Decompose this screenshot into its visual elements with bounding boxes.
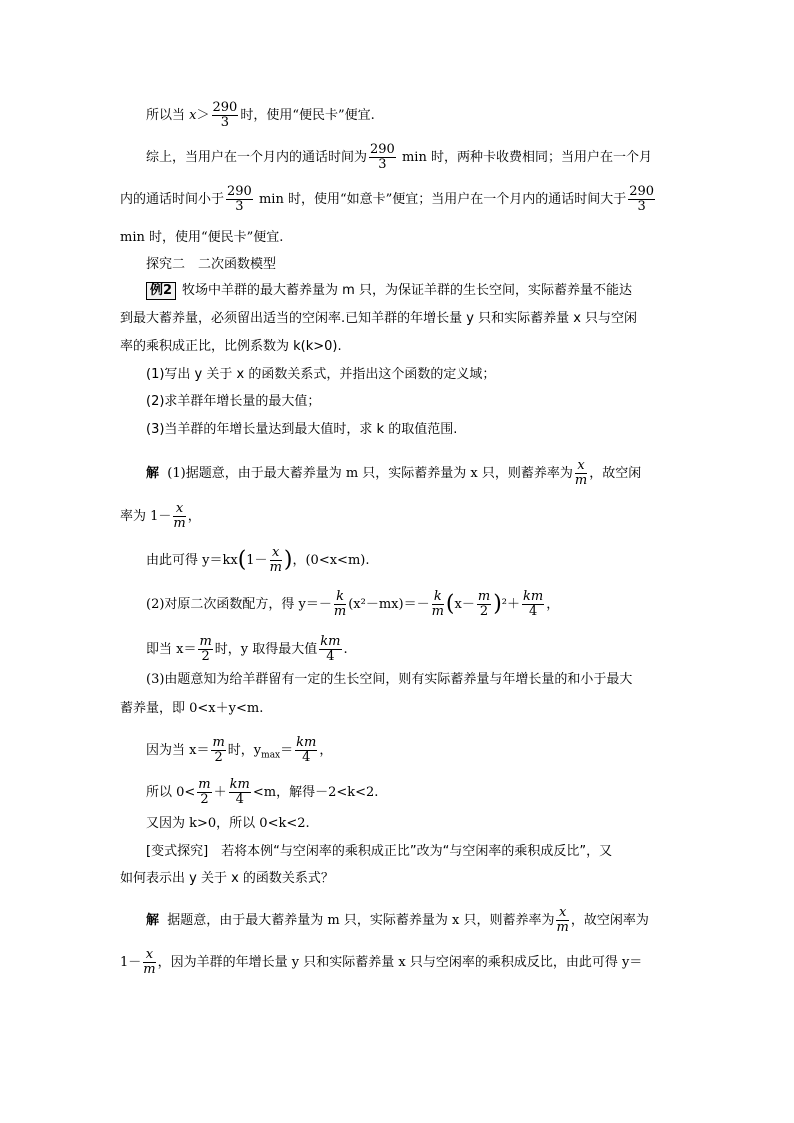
numerator: 290: [370, 142, 395, 157]
text: ，因为羊群的年增长量 y 只和实际蓄养量 x 只与空闲率的乘积成反比，由此可得 y＝: [157, 955, 643, 970]
numerator: x: [270, 546, 282, 561]
text: ＋: [213, 785, 227, 800]
text: .: [343, 642, 348, 657]
text: ，: [546, 597, 560, 612]
fraction: [173, 502, 185, 531]
text: ，故空闲率为: [570, 913, 649, 928]
fraction: [295, 736, 317, 765]
numerator: 290: [212, 100, 238, 115]
denominator: m: [333, 604, 347, 619]
text: 据题意，由于最大蓄养量为 m 只，实际蓄养量为 x 只，则蓄养率为: [167, 913, 555, 928]
variant-line-1: [146, 843, 612, 861]
text: (3)当羊群的年增长量达到最大值时，求 k 的取值范围.: [146, 422, 458, 437]
heading-text: 探究二 二次函数模型: [146, 257, 277, 272]
numerator: 290: [629, 184, 655, 199]
denominator: m: [173, 516, 186, 531]
subscript: max: [261, 750, 281, 761]
solution-line-1: [146, 459, 641, 488]
var-x: x: [189, 108, 197, 123]
numerator: m: [199, 634, 212, 649]
fraction: [628, 185, 655, 214]
numerator: m: [212, 735, 225, 750]
text: 时，y 取得最大值: [214, 642, 318, 657]
denominator: 4: [302, 750, 311, 765]
text: 即当 x＝: [146, 642, 197, 657]
text: 综上，当用户在一个月内的通话时间为: [146, 150, 368, 165]
text: ²＋: [501, 597, 520, 612]
text: min 时，使用“便民卡”便宜.: [120, 230, 284, 245]
numerator: km: [296, 735, 317, 750]
example-badge: 例2: [146, 282, 176, 300]
fraction: [522, 590, 544, 619]
numerator: x: [575, 459, 587, 474]
text: 如何表示出 y 关于 x 的函数关系式？: [120, 871, 334, 886]
denominator: m: [431, 604, 444, 619]
text: (2)对原二次函数配方，得 y＝－: [146, 597, 332, 612]
numerator: k: [334, 590, 346, 605]
text: 牧场中羊群的最大蓄养量为 m 只，为保证羊群的生长空间，实际蓄养量不能达: [182, 283, 632, 298]
fraction: [369, 143, 396, 172]
denominator: m: [269, 560, 282, 575]
numerator: km: [523, 589, 544, 604]
text: [变式探究] 若将本例“与空闲率的乘积成正比”改为“与空闲率的乘积成反比”，又: [146, 844, 613, 859]
solution-line-9: [146, 778, 378, 807]
denominator: 3: [637, 199, 646, 214]
question-3: [146, 421, 457, 439]
fraction: [477, 590, 491, 619]
denominator: 2: [479, 604, 489, 619]
example-line-2: [120, 310, 637, 328]
solution-label: 解: [146, 466, 160, 481]
denominator: 4: [528, 604, 538, 619]
fraction: [575, 459, 587, 488]
denominator: 2: [214, 750, 223, 765]
solution-line-5: [146, 635, 348, 664]
denominator: 2: [200, 792, 209, 807]
text-line-2: [146, 143, 652, 172]
denominator: 3: [220, 115, 230, 130]
text: ，(0<x<m).: [292, 553, 370, 568]
text-line-1: [146, 101, 375, 130]
text-line-4: [120, 229, 283, 247]
fraction: [556, 906, 568, 935]
text: 所以 0<: [146, 785, 196, 800]
text: ，故空闲: [589, 466, 642, 481]
numerator: k: [432, 590, 444, 605]
text: 蓄养量，即 0<x＋y<m.: [120, 701, 264, 716]
denominator: m: [574, 473, 588, 488]
text: 率为 1－: [120, 509, 172, 524]
numerator: m: [198, 777, 211, 792]
numerator: m: [477, 589, 491, 604]
solution-line-10: [146, 815, 310, 833]
fraction: [143, 948, 155, 977]
text: ＝: [280, 743, 294, 758]
text: min 时，使用“如意卡”便宜；当用户在一个月内的通话时间大于: [254, 192, 627, 207]
fraction: [229, 778, 251, 807]
numerator: x: [173, 502, 185, 517]
text: 由此可得 y＝kx: [146, 553, 238, 568]
numerator: 290: [227, 184, 252, 199]
question-1: [146, 366, 495, 384]
numerator: x: [143, 948, 155, 963]
text: (2)求羊群年增长量的最大值；: [146, 394, 321, 409]
denominator: 4: [235, 792, 244, 807]
denominator: 3: [378, 157, 387, 172]
variant-line-2: [120, 870, 334, 888]
text: min 时，两种卡收费相同；当用户在一个月: [397, 150, 652, 165]
variant-solution-line-2: [120, 948, 642, 977]
numerator: km: [229, 777, 250, 792]
text: 1－: [120, 955, 142, 970]
text: ＞: [196, 108, 210, 123]
text: x－: [454, 597, 475, 612]
solution-line-3: 由此可得 y＝kx(1－ $\frac{x}{m}$ )，(0<x<m).: [146, 545, 370, 575]
fraction: [432, 590, 444, 619]
text: (3)由题意知为给羊群留有一定的生长空间，则有实际蓄养量与年增长量的和小于最大: [146, 672, 633, 687]
fraction: [197, 778, 211, 807]
section-heading: [146, 256, 276, 274]
solution-line-6: [146, 671, 632, 689]
text: 时，y: [227, 743, 262, 758]
fraction: [319, 635, 341, 664]
text: 到最大蓄养量，必须留出适当的空闲率.已知羊群的年增长量 y 只和实际蓄养量 x 只与空闲: [120, 311, 638, 326]
text: (1)写出 y 关于 x 的函数关系式，并指出这个函数的定义域；: [146, 367, 496, 382]
solution-line-8: [146, 736, 332, 765]
text: 所以当: [146, 108, 190, 123]
text: ，: [319, 743, 333, 758]
numerator: x: [556, 906, 568, 921]
text-line-3: [120, 185, 657, 214]
denominator: m: [556, 920, 569, 935]
fraction: [198, 635, 212, 664]
numerator: km: [320, 634, 341, 649]
solution-line-4: (2)对原二次函数配方，得 y＝－ $\frac{k}{m}$ (x²－mx)＝－ $\frac{k}{m}$ (x－ $\frac{m}{2}$ )²＋ $\frac{km}{4}$ ，: [146, 589, 560, 619]
fraction: [211, 736, 225, 765]
denominator: 3: [235, 199, 244, 214]
solution-line-7: [120, 700, 263, 718]
fraction: [334, 590, 346, 619]
denominator: 4: [326, 649, 335, 664]
text: (x²－mx)＝－: [348, 597, 430, 612]
text: ，: [187, 509, 201, 524]
solution-line-2: [120, 502, 201, 531]
fraction: [270, 546, 282, 575]
text: 内的通话时间小于: [120, 192, 225, 207]
example-line-3: [120, 338, 342, 356]
text: 时，使用“便民卡”便宜.: [240, 108, 375, 123]
fraction: [212, 101, 239, 130]
denominator: 2: [201, 649, 210, 664]
question-2: [146, 393, 320, 411]
example-line-1: [146, 282, 632, 300]
text: 率的乘积成正比，比例系数为 k(k>0).: [120, 339, 342, 354]
text: <m，解得－2<k<2.: [252, 785, 379, 800]
text: 又因为 k>0，所以 0<k<2.: [146, 816, 310, 831]
text: 因为当 x＝: [146, 743, 210, 758]
solution-label: 解: [146, 913, 160, 928]
fraction: [226, 185, 253, 214]
denominator: m: [143, 962, 156, 977]
text: (1)据题意，由于最大蓄养量为 m 只，实际蓄养量为 x 只，则蓄养率为: [167, 466, 573, 481]
variant-solution-line-1: [146, 906, 649, 935]
